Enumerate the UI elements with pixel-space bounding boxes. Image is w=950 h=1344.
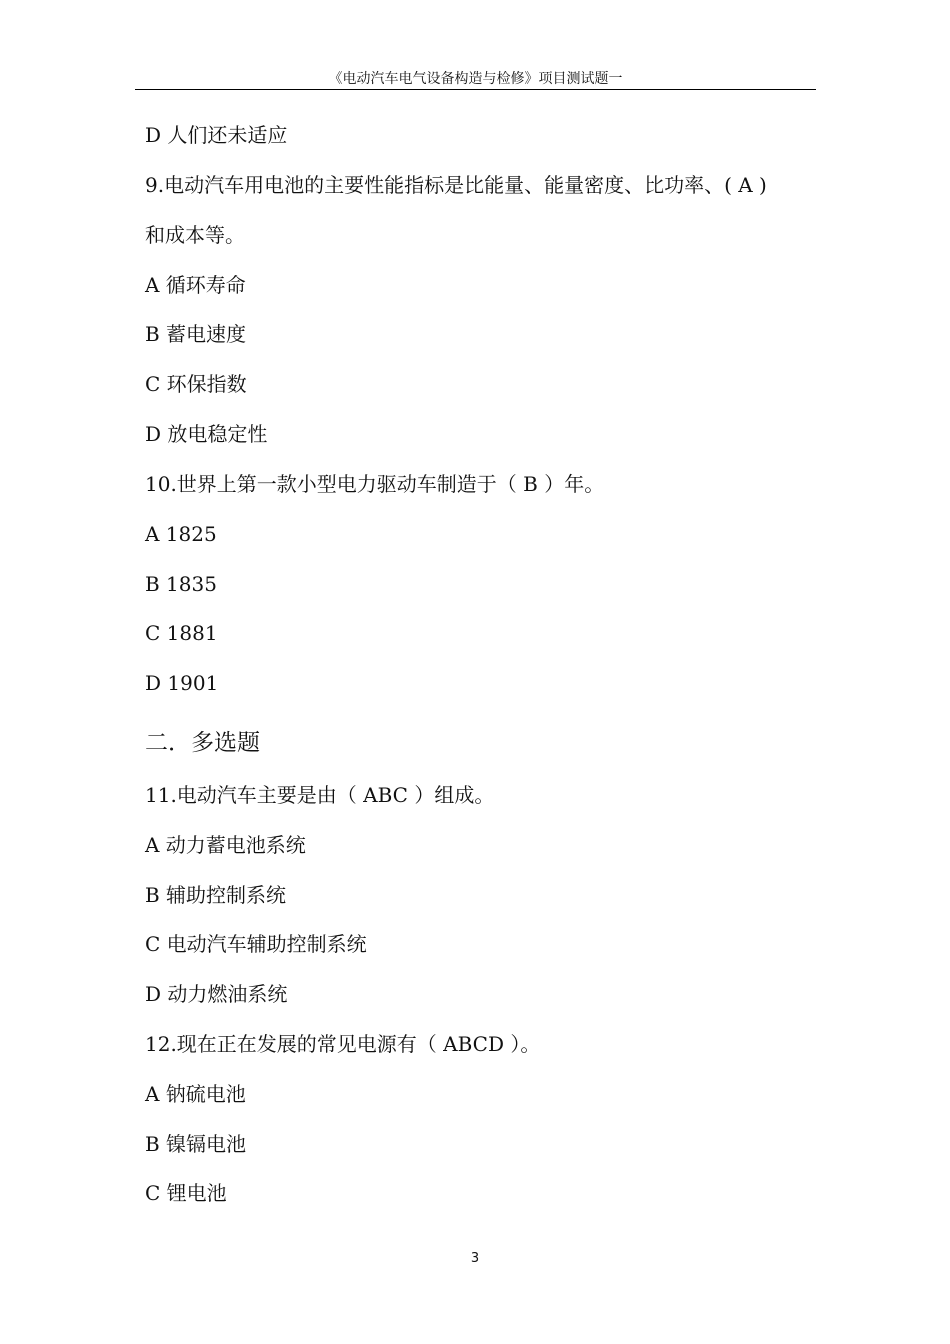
option-11-a: A 动力蓄电池系统 (145, 833, 306, 857)
question-9: 9.电动汽车用电池的主要性能指标是比能量、能量密度、比功率、( A ) (145, 173, 767, 197)
option-11-d: D 动力燃油系统 (145, 982, 288, 1006)
running-header: 《电动汽车电气设备构造与检修》项目测试题一 (328, 71, 623, 87)
option-9-b: B 蓄电速度 (145, 322, 247, 346)
option-11-c: C 电动汽车辅助控制系统 (145, 932, 367, 956)
option-11-b: B 辅助控制系统 (145, 883, 287, 907)
option-12-b: B 镍镉电池 (145, 1132, 247, 1156)
option-12-a: A 钠硫电池 (145, 1082, 246, 1106)
question-12: 12.现在正在发展的常见电源有（ ABCD ）。 (145, 1032, 541, 1056)
option-9-c: C 环保指数 (145, 372, 247, 396)
question-10: 10.世界上第一款小型电力驱动车制造于（ B ）年。 (145, 472, 605, 496)
question-11: 11.电动汽车主要是由（ ABC ）组成。 (145, 783, 495, 807)
option-10-b: B 1835 (145, 572, 217, 596)
option-9-a: A 循环寿命 (145, 273, 246, 297)
option-10-c: C 1881 (145, 621, 218, 645)
question-9-continuation: 和成本等。 (145, 223, 245, 247)
page-number: 3 (470, 1251, 480, 1266)
option-10-d: D 1901 (145, 671, 219, 695)
option-12-c: C 锂电池 (145, 1181, 227, 1205)
option-9-d: D 放电稳定性 (145, 422, 268, 446)
section-heading: 二．多选题 (145, 730, 260, 756)
option-8-d: D 人们还未适应 (145, 123, 288, 147)
header-rule (135, 89, 816, 90)
option-10-a: A 1825 (145, 522, 217, 546)
